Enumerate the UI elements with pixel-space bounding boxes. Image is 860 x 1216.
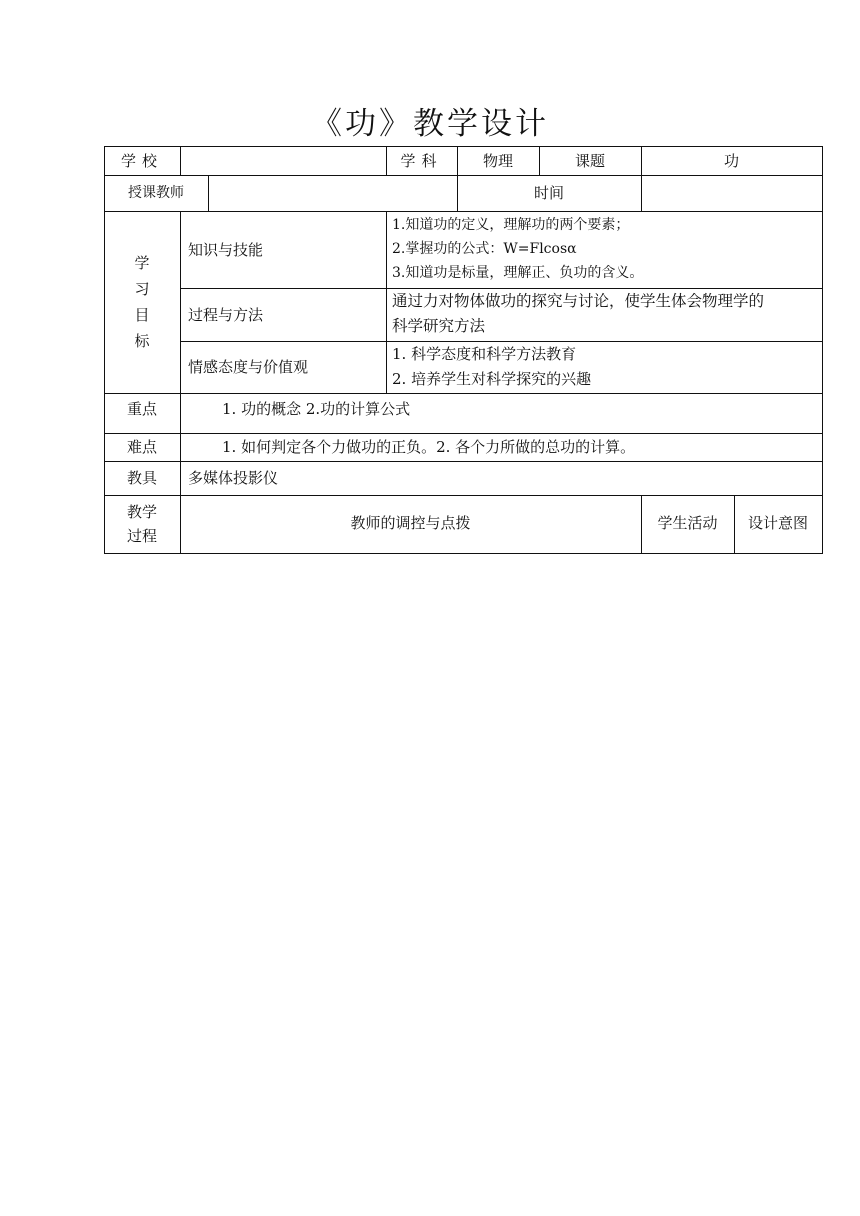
time-label: 时间	[533, 184, 564, 202]
table-border-right	[822, 146, 823, 554]
difficulties-label: 难点	[126, 438, 157, 456]
topic-label: 课题	[574, 151, 605, 170]
teacher-label: 授课教师	[128, 185, 184, 201]
time-value	[641, 175, 822, 211]
teacher-guidance-header: 教师的调控与点拨	[350, 514, 471, 532]
objectives-label-char: 目	[134, 306, 150, 324]
objectives-label-char: 学	[134, 254, 150, 272]
difficulties-value: 1. 如何判定各个力做功的正负。2. 各个力所做的总功的计算。	[222, 438, 636, 456]
objective-line: 2. 培养学生对科学探究的兴趣	[392, 370, 592, 388]
school-label: 学校	[120, 151, 163, 170]
objective-content-knowledge	[386, 211, 822, 288]
objective-line: 2.掌握功的公式：W=Flcosα	[392, 241, 577, 257]
school-value	[180, 146, 386, 175]
table-border-bottom	[104, 553, 823, 554]
subject-label: 学科	[400, 151, 443, 170]
design-intent-header: 设计意图	[747, 514, 808, 532]
process-label	[104, 495, 180, 553]
objectives-label	[104, 211, 180, 393]
student-activity-header: 学生活动	[657, 514, 718, 532]
objective-line: 1.知道功的定义，理解功的两个要素；	[392, 217, 630, 233]
key-points-value: 1. 功的概念 2.功的计算公式	[222, 400, 411, 418]
process-label-line: 过程	[126, 527, 157, 545]
objective-content-process	[386, 288, 822, 341]
objectives-label-char: 习	[134, 280, 150, 298]
tools-value: 多媒体投影仪	[188, 469, 279, 487]
objective-content-attitude	[386, 341, 822, 393]
teacher-value	[208, 175, 457, 211]
objective-line: 3.知道功是标量，理解正、负功的含义。	[392, 265, 644, 281]
objective-category-knowledge: 知识与技能	[188, 240, 264, 259]
objective-line: 1. 科学态度和科学方法教育	[392, 345, 577, 363]
topic-value: 功	[723, 151, 739, 170]
subject-value: 物理	[482, 151, 513, 170]
objective-category-attitude: 情感态度与价值观	[188, 358, 309, 376]
objective-line: 通过力对物体做功的探究与讨论，使学生体会物理学的	[392, 292, 765, 310]
objective-line: 科学研究方法	[392, 317, 486, 335]
objectives-label-char: 标	[134, 332, 150, 350]
process-label-line: 教学	[126, 503, 157, 521]
key-points-label: 重点	[126, 400, 157, 418]
document-title: 《功》教学设计	[311, 106, 549, 142]
objective-category-process: 过程与方法	[188, 305, 264, 324]
tools-label: 教具	[126, 469, 157, 487]
